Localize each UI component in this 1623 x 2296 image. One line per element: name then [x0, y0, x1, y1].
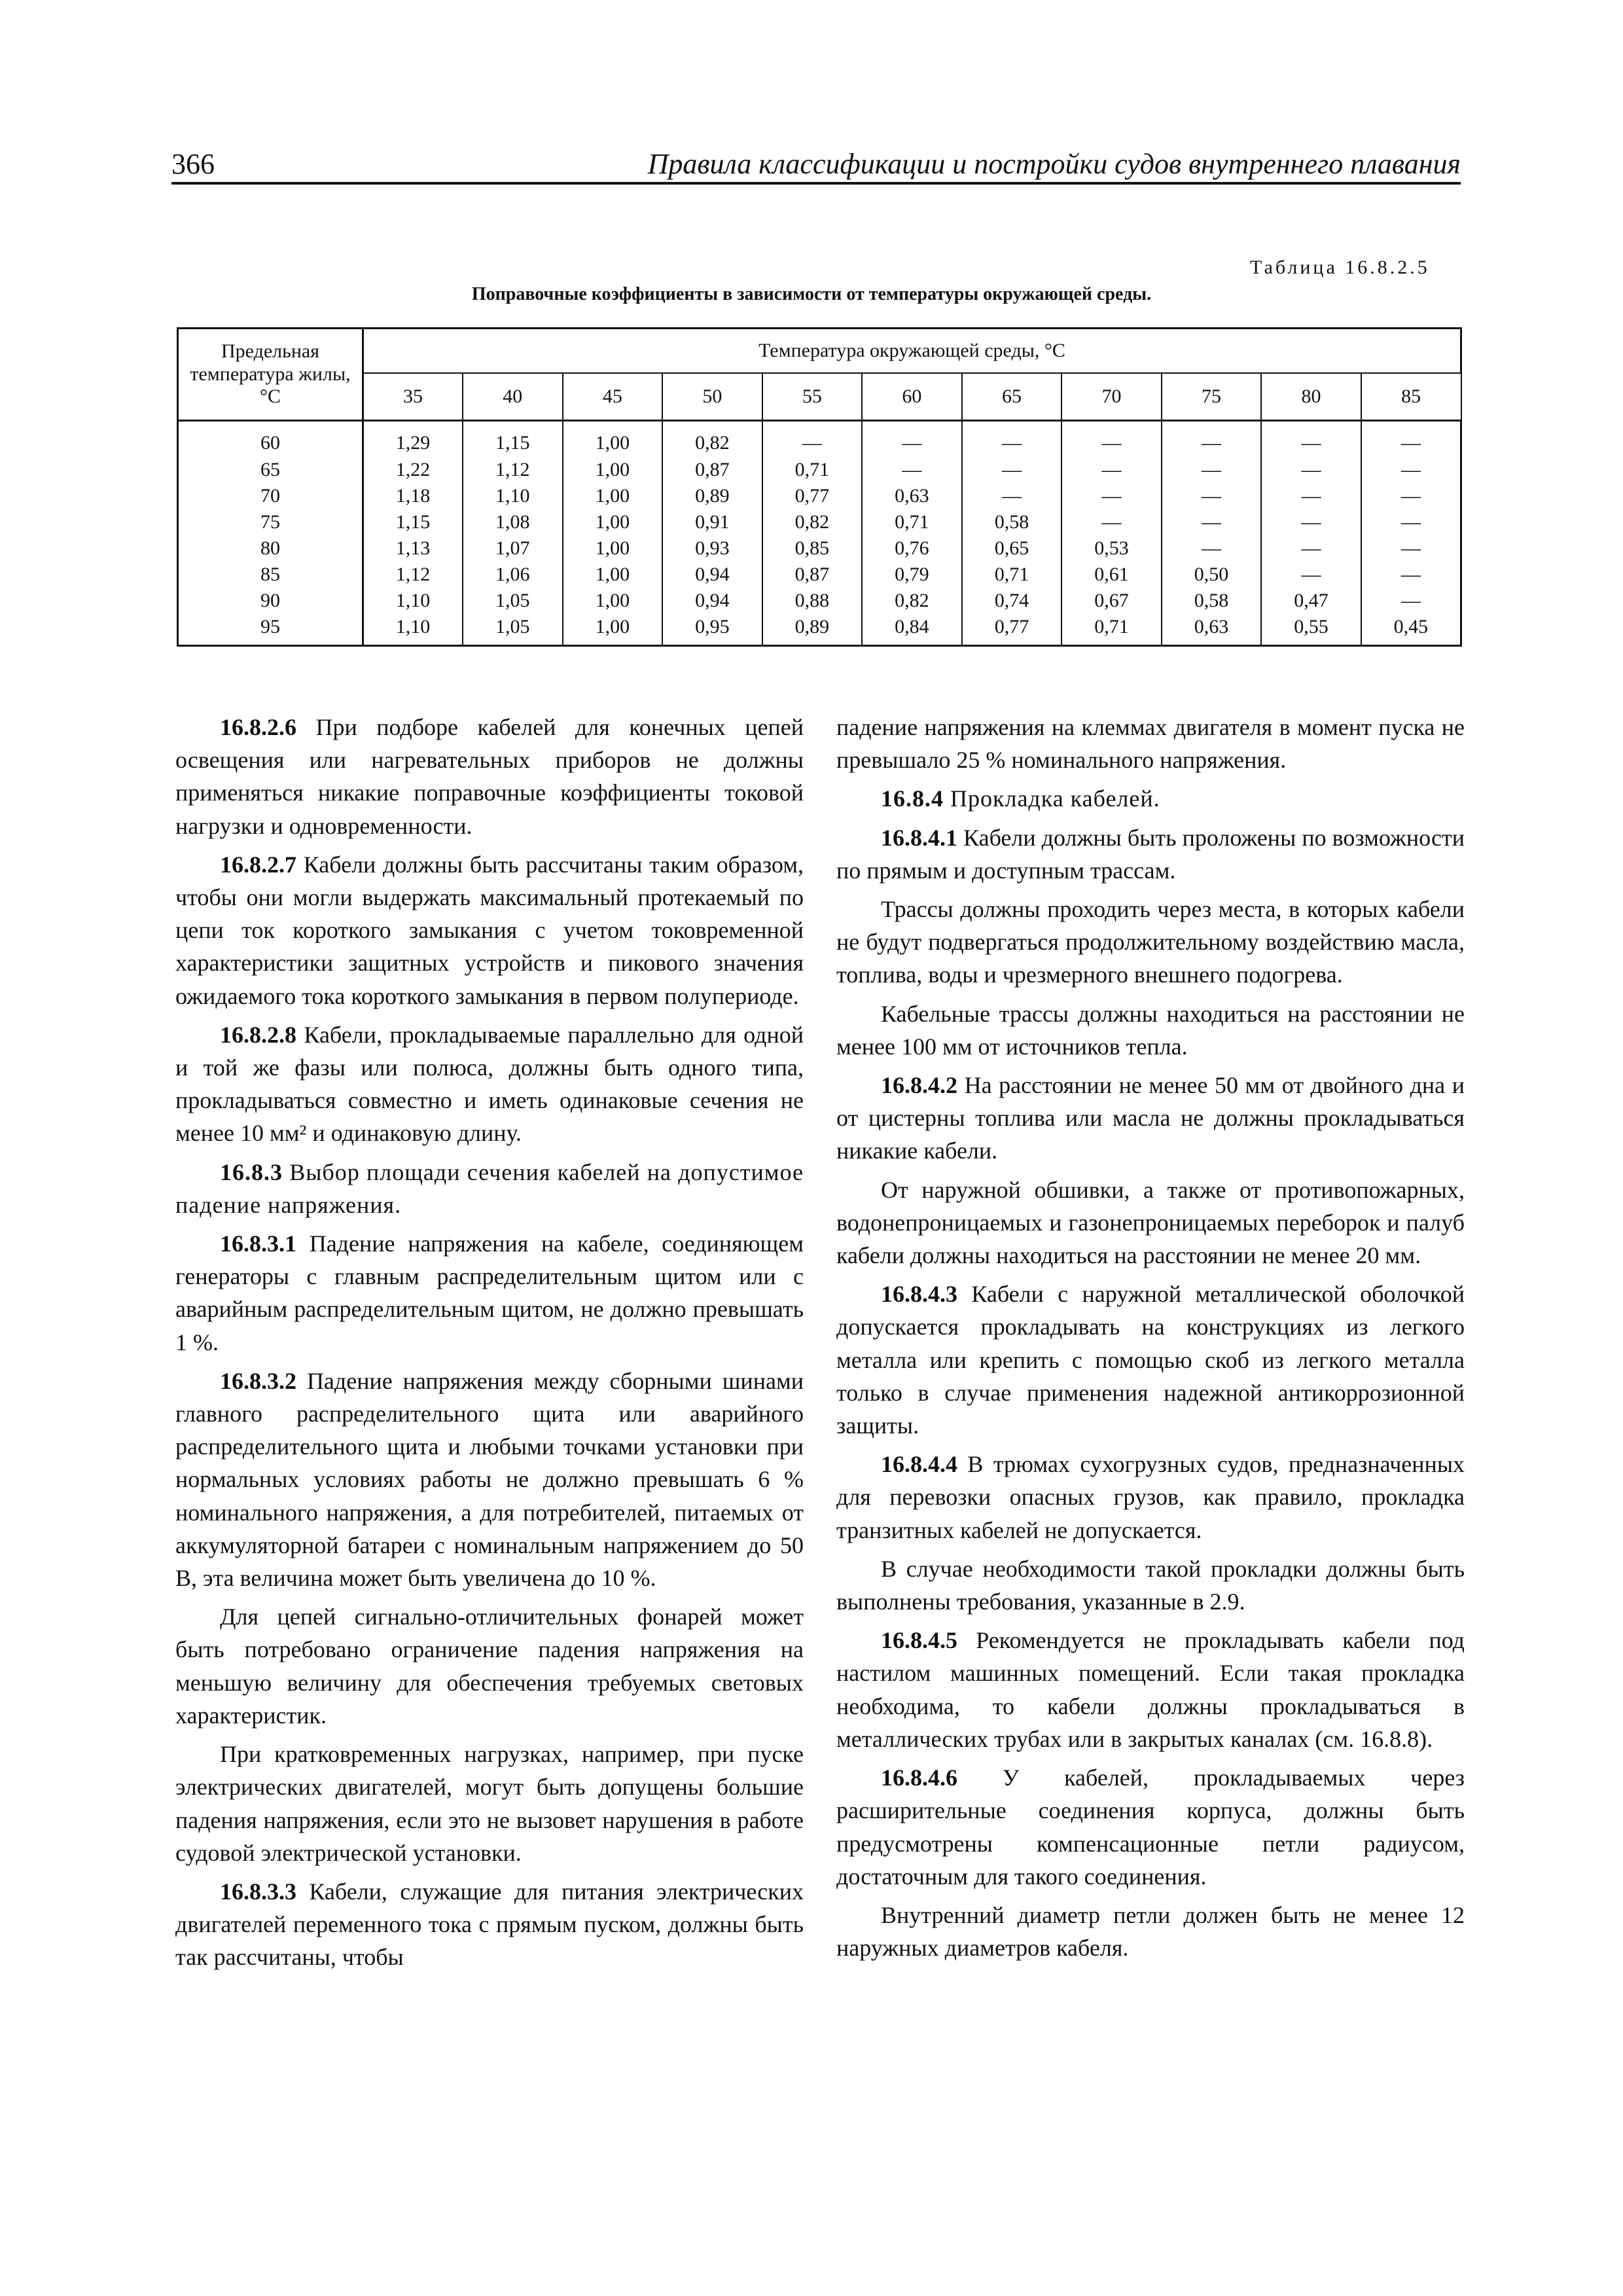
- clause-number: 16.8.4.1: [881, 824, 957, 851]
- coefficient-cell: 1,15: [363, 509, 463, 535]
- paragraph-text: Кабели с наружной металлической оболочкой допускается прокладывать на конструкциях из легкого металла или крепить с помощью скоб из легкого металла только в случае применения надежной антикоррозионной защиты.: [836, 1281, 1465, 1439]
- coefficient-cell: —: [1361, 457, 1461, 483]
- coefficient-cell: 0,71: [762, 457, 863, 483]
- temperature-col-header: 60: [862, 373, 962, 421]
- clause-number: 16.8.3: [220, 1158, 283, 1185]
- header-rule: [171, 182, 1461, 185]
- paragraph: [175, 1156, 804, 1221]
- coefficient-cell: 0,53: [1061, 535, 1162, 562]
- coefficient-cell: 0,79: [862, 562, 962, 588]
- limit-temperature-header: Предельная температура жилы, °С: [178, 329, 363, 421]
- paragraph: [175, 1600, 804, 1732]
- paragraph-text: На расстоянии не менее 50 мм от двойного дна и от цистерны топлива или масла не должны прокладываться никакие кабели.: [836, 1072, 1465, 1164]
- coefficient-cell: 0,61: [1061, 562, 1162, 588]
- paragraph-text: В трюмах сухогрузных судов, предназначенных для перевозки опасных грузов, как правило, прокладка транзитных кабелей не допускается.: [836, 1451, 1465, 1543]
- coefficient-cell: 0,95: [662, 614, 762, 646]
- paragraph: [836, 997, 1465, 1063]
- temperature-col-header: 40: [463, 373, 563, 421]
- coefficient-cell: —: [1361, 421, 1461, 457]
- coefficient-cell: 0,67: [1061, 588, 1162, 614]
- coefficient-cell: 1,00: [563, 614, 663, 646]
- coefficient-cell: 1,00: [563, 535, 663, 562]
- coefficient-cell: 1,00: [563, 509, 663, 535]
- paragraph-text: При кратковременных нагрузках, например, при пуске электрических двигателей, могут быть допущены большие падения напряжения, если это не вызовет нарушения в работе судовой электрической установки.: [175, 1741, 804, 1866]
- table-row: [178, 483, 1461, 509]
- coefficient-cell: 0,55: [1261, 614, 1361, 646]
- paragraph: [175, 711, 804, 842]
- coefficient-cell: —: [862, 421, 962, 457]
- paragraph-text: От наружной обшивки, а также от противопожарных, водонепроницаемых и газонепроницаемых переборок и палуб кабели должны находиться на расстоянии не менее 20 мм.: [836, 1176, 1465, 1269]
- paragraph: [836, 1899, 1465, 1964]
- coefficient-cell: —: [1261, 421, 1361, 457]
- paragraph-text: Рекомендуется не прокладывать кабели под настилом машинных помещений. Если такая прокладка необходима, то кабели должны прокладываться в металлических трубах или в закрытых каналах (см. 16.8.8).: [836, 1627, 1465, 1752]
- limit-temperature-cell: 75: [178, 509, 363, 535]
- coefficient-cell: 1,18: [363, 483, 463, 509]
- running-title: Правила классификации и постройки судов внутреннего плавания: [647, 148, 1461, 180]
- table-row: [178, 614, 1461, 646]
- paragraph: [175, 1018, 804, 1150]
- page-header: [171, 145, 1461, 185]
- coefficient-cell: 1,10: [363, 614, 463, 646]
- clause-number: 16.8.2.7: [220, 851, 296, 878]
- coefficient-cell: 1,05: [463, 588, 563, 614]
- temperature-col-header: 80: [1261, 373, 1361, 421]
- clause-number: 16.8.4.5: [881, 1627, 957, 1654]
- paragraph-text: Прокладка кабелей.: [944, 785, 1160, 812]
- coefficient-cell: —: [962, 421, 1062, 457]
- paragraph-text: падение напряжения на клеммах двигателя в момент пуска не превышало 25 % номинального напряжения.: [836, 714, 1465, 774]
- paragraph-text: Для цепей сигнально-отличительных фонарей может быть потребовано ограничение падения напряжения на меньшую величину для обеспечения требуемых световых характеристик.: [175, 1604, 804, 1729]
- coefficient-cell: 1,10: [363, 588, 463, 614]
- temperature-header-row: [178, 373, 1461, 421]
- coefficient-cell: 0,50: [1162, 562, 1262, 588]
- coefficient-cell: —: [962, 483, 1062, 509]
- coefficient-cell: 0,91: [662, 509, 762, 535]
- table-row: [178, 588, 1461, 614]
- paragraph: [175, 848, 804, 1013]
- right-text-column: [836, 711, 1465, 1970]
- coefficient-cell: 0,45: [1361, 614, 1461, 646]
- coefficient-cell: 0,63: [862, 483, 962, 509]
- coefficient-cell: 0,85: [762, 535, 863, 562]
- coefficient-cell: 0,94: [662, 588, 762, 614]
- temperature-col-header: 85: [1361, 373, 1461, 421]
- coefficient-cell: 0,47: [1261, 588, 1361, 614]
- coefficient-cell: —: [1061, 421, 1162, 457]
- table-caption: Поправочные коэффициенты в зависимости от температуры окружающей среды.: [471, 284, 1152, 304]
- coefficient-cell: —: [1061, 483, 1162, 509]
- paragraph: [836, 1624, 1465, 1755]
- paragraph-text: У кабелей, прокладываемых через расширительные соединения корпуса, должны быть предусмотрены компенсационные петли радиусом, достаточным для такого соединения.: [836, 1765, 1465, 1890]
- paragraph-text: Падение напряжения между сборными шинами главного распределительного щита или аварийного распределительного щита и любыми точками установки при нормальных условиях работы не должно превышать 6 % номинального напряжения, а для потребителей, питаемых от аккумуляторной батареи с номинальным напряжением до 50 В, эта величина может быть увеличена до 10 %.: [175, 1367, 804, 1592]
- coefficient-cell: —: [1261, 562, 1361, 588]
- limit-temperature-cell: 60: [178, 421, 363, 457]
- coefficient-cell: —: [962, 457, 1062, 483]
- page-number: 366: [171, 148, 215, 180]
- coefficient-cell: —: [1061, 509, 1162, 535]
- coefficient-cell: 0,82: [662, 421, 762, 457]
- clause-number: 16.8.4.6: [881, 1765, 957, 1791]
- clause-number: 16.8.4.4: [881, 1451, 957, 1478]
- coefficient-cell: —: [1361, 588, 1461, 614]
- coefficient-cell: 0,77: [962, 614, 1062, 646]
- coefficient-cell: —: [1162, 509, 1262, 535]
- coefficient-cell: —: [1361, 509, 1461, 535]
- coefficient-cell: 1,05: [463, 614, 563, 646]
- clause-number: 16.8.3.1: [220, 1230, 296, 1257]
- paragraph: [175, 1227, 804, 1359]
- paragraph: [836, 782, 1465, 815]
- coefficient-cell: 0,71: [862, 509, 962, 535]
- paragraph: [836, 1278, 1465, 1442]
- coefficient-cell: 1,08: [463, 509, 563, 535]
- paragraph-text: Внутренний диаметр петли должен быть не менее 12 наружных диаметров кабеля.: [836, 1901, 1465, 1962]
- coefficient-cell: 0,65: [962, 535, 1062, 562]
- coefficient-cell: 0,82: [762, 509, 863, 535]
- clause-number: 16.8.4: [881, 785, 944, 812]
- limit-temperature-cell: 80: [178, 535, 363, 562]
- coefficient-cell: 0,76: [862, 535, 962, 562]
- table-row: [178, 421, 1461, 457]
- paragraph-text: Кабели, служащие для питания электрических двигателей переменного тока с прямым пуском, должны быть так рассчитаны, чтобы: [175, 1878, 804, 1971]
- coefficient-cell: 1,06: [463, 562, 563, 588]
- left-text-column: [175, 711, 804, 1980]
- coefficient-cell: 1,00: [563, 588, 663, 614]
- coefficient-cell: 0,58: [1162, 588, 1262, 614]
- coefficient-cell: —: [1162, 421, 1262, 457]
- paragraph: [836, 893, 1465, 992]
- coefficient-cell: 1,29: [363, 421, 463, 457]
- coefficient-cell: 1,00: [563, 421, 663, 457]
- paragraph: [836, 1552, 1465, 1618]
- coefficient-cell: 1,22: [363, 457, 463, 483]
- coefficient-cell: 0,88: [762, 588, 863, 614]
- coefficient-cell: 0,71: [1061, 614, 1162, 646]
- coefficient-cell: 1,07: [463, 535, 563, 562]
- coefficient-cell: 1,13: [363, 535, 463, 562]
- coefficient-cell: —: [1061, 457, 1162, 483]
- clause-number: 16.8.2.8: [220, 1021, 296, 1048]
- paragraph: [836, 1069, 1465, 1168]
- coefficient-cell: 0,94: [662, 562, 762, 588]
- clause-number: 16.8.3.2: [220, 1367, 296, 1394]
- paragraph: [175, 1365, 804, 1594]
- coefficient-cell: —: [762, 421, 863, 457]
- coefficient-cell: 0,74: [962, 588, 1062, 614]
- paragraph: [175, 1875, 804, 1974]
- paragraph: [836, 1448, 1465, 1547]
- coefficient-cell: 0,58: [962, 509, 1062, 535]
- limit-temperature-cell: 95: [178, 614, 363, 646]
- coefficient-cell: 0,77: [762, 483, 863, 509]
- coefficient-cell: 0,87: [762, 562, 863, 588]
- ambient-temperature-header: Температура окружающей среды, °С: [363, 329, 1461, 374]
- coefficient-cell: 0,84: [862, 614, 962, 646]
- table-row: [178, 457, 1461, 483]
- temperature-col-header: 65: [962, 373, 1062, 421]
- temperature-col-header: 70: [1061, 373, 1162, 421]
- table-body: [178, 421, 1461, 646]
- coefficient-cell: 0,89: [762, 614, 863, 646]
- paragraph: [836, 711, 1465, 776]
- clause-number: 16.8.4.2: [881, 1072, 957, 1099]
- paragraph-text: Трассы должны проходить через места, в которых кабели не будут подвергаться продолжительному воздействию масла, топлива, воды и чрезмерного внешнего подогрева.: [836, 896, 1465, 988]
- table-row: [178, 509, 1461, 535]
- clause-number: 16.8.3.3: [220, 1878, 296, 1905]
- coefficient-cell: —: [1162, 457, 1262, 483]
- correction-coefficients-table: [177, 327, 1462, 647]
- coefficient-cell: 1,00: [563, 457, 663, 483]
- paragraph: [836, 821, 1465, 887]
- table-row: [178, 535, 1461, 562]
- paragraph: [175, 1738, 804, 1869]
- coefficient-cell: 0,63: [1162, 614, 1262, 646]
- coefficient-cell: 1,15: [463, 421, 563, 457]
- coefficient-cell: 0,87: [662, 457, 762, 483]
- clause-number: 16.8.4.3: [881, 1281, 957, 1308]
- coefficient-cell: 1,00: [563, 562, 663, 588]
- limit-temperature-cell: 70: [178, 483, 363, 509]
- coefficient-cell: —: [1261, 509, 1361, 535]
- coefficient-cell: 0,89: [662, 483, 762, 509]
- paragraph-text: В случае необходимости такой прокладки должны быть выполнены требования, указанные в 2.9.: [836, 1555, 1465, 1615]
- limit-temperature-cell: 85: [178, 562, 363, 588]
- coefficient-cell: —: [862, 457, 962, 483]
- table-row: [178, 562, 1461, 588]
- coefficient-cell: —: [1162, 535, 1262, 562]
- clause-number: 16.8.2.6: [220, 714, 296, 740]
- temperature-col-header: 75: [1162, 373, 1262, 421]
- temperature-col-header: 35: [363, 373, 463, 421]
- coefficient-cell: 1,12: [463, 457, 563, 483]
- paragraph-text: Кабели, прокладываемые параллельно для одной и той же фазы или полюса, должны быть одного типа, прокладываться совместно и иметь одинаковые сечения не менее 10 мм² и одинаковую длину.: [175, 1021, 804, 1147]
- paragraph: [836, 1174, 1465, 1272]
- paragraph-text: Кабели должны быть рассчитаны таким образом, чтобы они могли выдержать максимальный протекаемый по цепи ток короткого замыкания с учетом токовременной характеристики защитных устройств и пикового значения ожидаемого тока короткого замыкания в первом полупериоде.: [175, 851, 804, 1009]
- table-label: Таблица 16.8.2.5: [1250, 257, 1430, 278]
- coefficient-cell: —: [1361, 562, 1461, 588]
- coefficient-cell: —: [1361, 535, 1461, 562]
- temperature-col-header: 45: [563, 373, 663, 421]
- paragraph-text: При подборе кабелей для конечных цепей освещения или нагревательных приборов не должны применяться никакие поправочные коэффициенты токовой нагрузки и одновременности.: [175, 714, 804, 839]
- coefficient-cell: —: [1361, 483, 1461, 509]
- limit-temperature-cell: 65: [178, 457, 363, 483]
- paragraph-text: Падение напряжения на кабеле, соединяющем генераторы с главным распределительным щитом или с аварийным распределительным щитом, не должно превышать 1 %.: [175, 1230, 804, 1355]
- paragraph-text: Кабели должны быть проложены по возможности по прямым и доступным трассам.: [836, 824, 1465, 884]
- temperature-col-header: 55: [762, 373, 863, 421]
- coefficient-cell: 0,93: [662, 535, 762, 562]
- temperature-col-header: 50: [662, 373, 762, 421]
- limit-temperature-cell: 90: [178, 588, 363, 614]
- coefficient-cell: 1,10: [463, 483, 563, 509]
- paragraph-text: Кабельные трассы должны находиться на расстоянии не менее 100 мм от источников тепла.: [836, 1000, 1465, 1060]
- coefficient-cell: —: [1261, 457, 1361, 483]
- coefficient-cell: 1,00: [563, 483, 663, 509]
- paragraph-text: Выбор площади сечения кабелей на допустимое падение напряжения.: [175, 1158, 804, 1218]
- coefficient-cell: —: [1261, 483, 1361, 509]
- coefficient-cell: 0,82: [862, 588, 962, 614]
- coefficient-cell: —: [1162, 483, 1262, 509]
- coefficient-cell: —: [1261, 535, 1361, 562]
- coefficient-cell: 1,12: [363, 562, 463, 588]
- paragraph: [836, 1761, 1465, 1893]
- coefficient-cell: 0,71: [962, 562, 1062, 588]
